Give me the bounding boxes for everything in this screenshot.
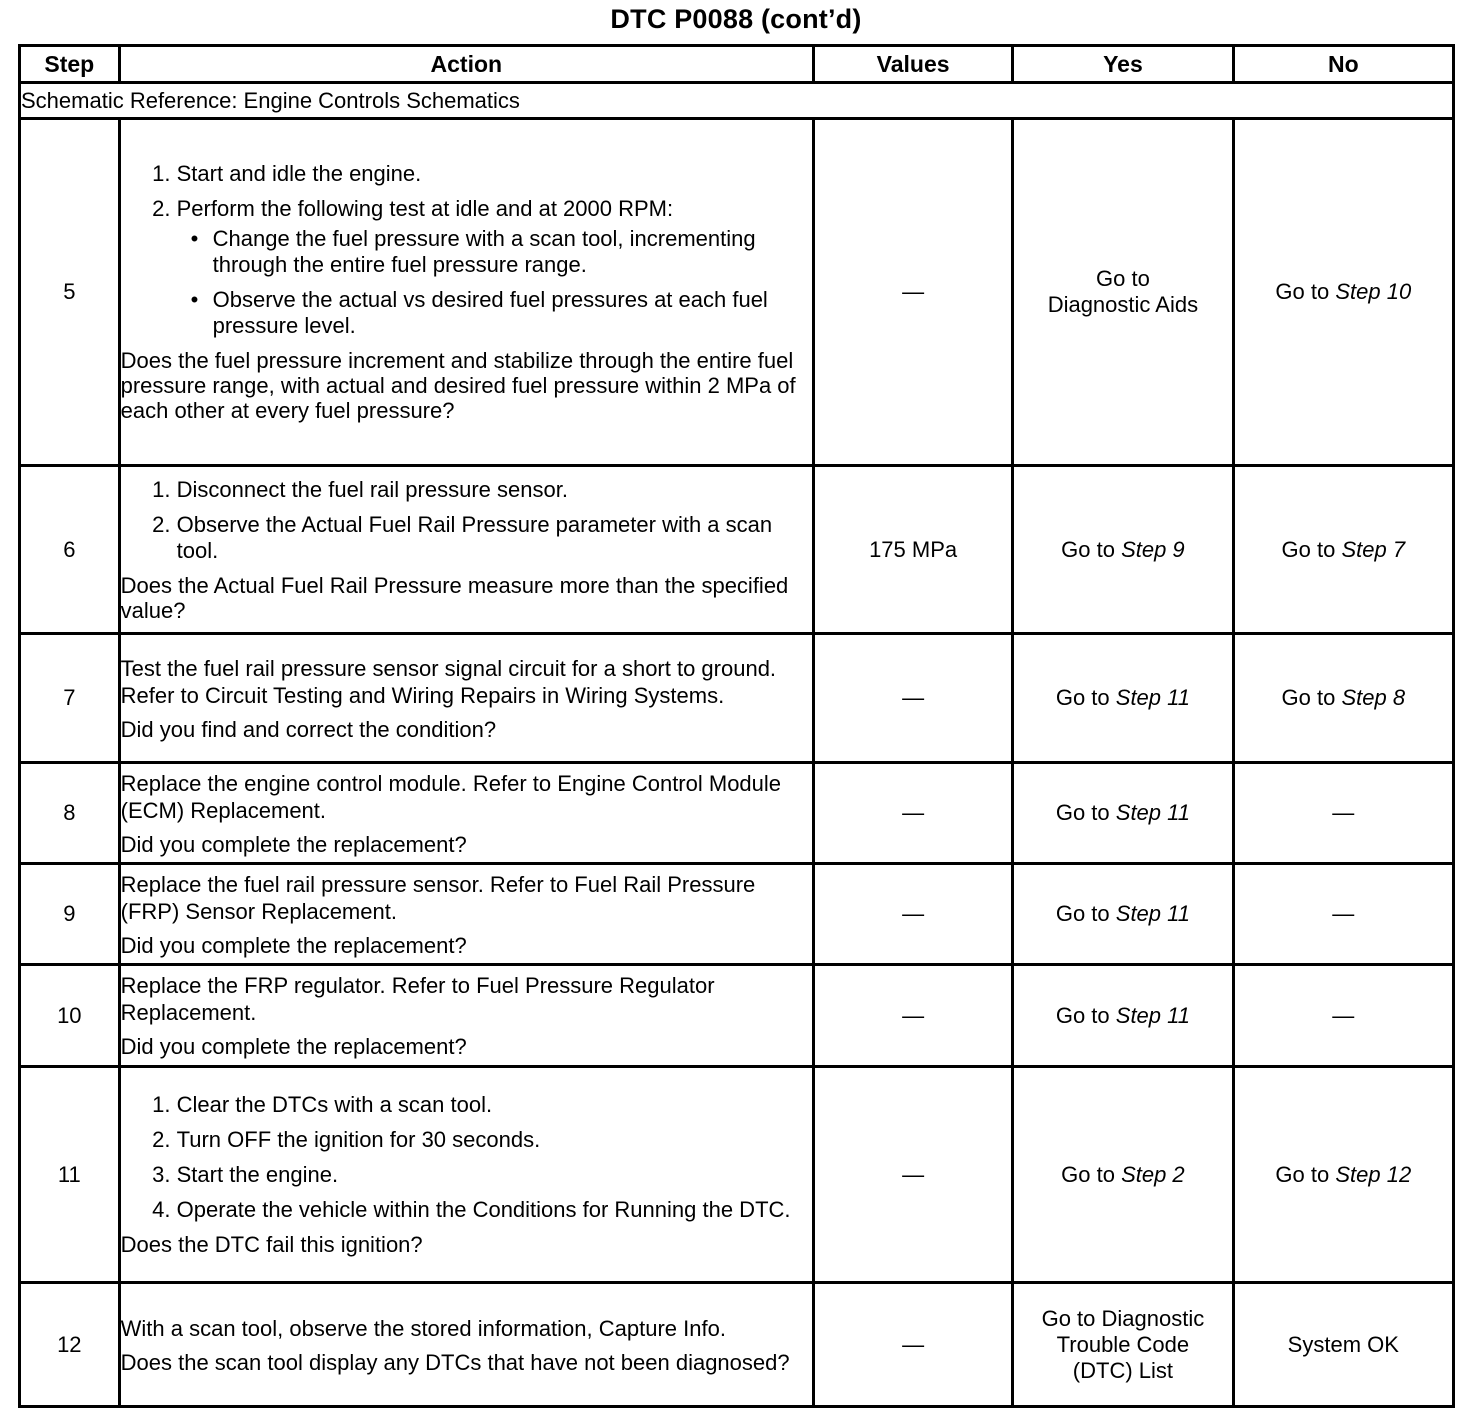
table-row bbox=[20, 634, 1454, 763]
yes-cell bbox=[1013, 864, 1233, 965]
no-cell bbox=[1233, 466, 1453, 634]
action-cell bbox=[119, 466, 813, 634]
value-cell: — bbox=[813, 864, 1012, 965]
question-text: Did you complete the replacement? bbox=[120, 1034, 467, 1059]
step-number: 12 bbox=[20, 1283, 120, 1407]
go-to-text: Go to bbox=[1061, 1161, 1115, 1187]
action-cell bbox=[119, 1067, 813, 1283]
step-link: Step 2 bbox=[1121, 1161, 1185, 1187]
table-row bbox=[20, 466, 1454, 634]
step-number: 5 bbox=[20, 119, 120, 466]
yes-cell bbox=[1013, 634, 1233, 763]
no-cell bbox=[1233, 634, 1453, 763]
yes-line: (DTC) List bbox=[1072, 1357, 1174, 1383]
action-list bbox=[121, 1092, 812, 1223]
schematic-reference: Schematic Reference: Engine Controls Schematics bbox=[20, 83, 1454, 119]
action-cell bbox=[119, 634, 813, 763]
action-item: 2. Observe the Actual Fuel Rail Pressure parameter with a scan tool. bbox=[177, 512, 812, 564]
value-cell: — bbox=[813, 763, 1012, 864]
yes-line: Trouble Code bbox=[1056, 1331, 1190, 1357]
action-list bbox=[121, 161, 812, 339]
action-item: 3. Start the engine. bbox=[177, 1162, 812, 1188]
diagnostic-table bbox=[18, 44, 1455, 1408]
question-text: Did you complete the replacement? bbox=[120, 831, 467, 857]
bullet-item: • Observe the actual vs desired fuel pressures at each fuel pressure level. bbox=[213, 287, 812, 339]
step-link: Step 10 bbox=[1335, 279, 1412, 304]
action-item bbox=[177, 196, 812, 339]
no-cell: — bbox=[1233, 864, 1453, 965]
yes-cell bbox=[1013, 119, 1233, 466]
go-to-text: Go to bbox=[1281, 685, 1336, 710]
step-link: Step 11 bbox=[1115, 800, 1190, 825]
step-link: Step 11 bbox=[1115, 1002, 1190, 1028]
action-text: Test the fuel rail pressure sensor signal circuit for a short to ground. Refer to Circuit Testing and Wiring Repairs in Wiring Systems. bbox=[120, 655, 777, 708]
yes-cell bbox=[1013, 965, 1233, 1067]
table-row bbox=[20, 965, 1454, 1067]
question-text: Does the fuel pressure increment and stabilize through the entire fuel pressure range, with actual and desired fuel pressure within 2 MPa of each other at every fuel pressure? bbox=[120, 348, 796, 423]
yes-cell bbox=[1013, 763, 1233, 864]
value-cell: — bbox=[813, 1283, 1012, 1407]
go-to-text: Go to bbox=[1055, 901, 1110, 926]
step-link: Step 12 bbox=[1335, 1161, 1412, 1187]
yes-cell bbox=[1013, 466, 1233, 634]
bullet-list bbox=[177, 226, 812, 339]
action-cell bbox=[119, 864, 813, 965]
action-item: 2. Turn OFF the ignition for 30 seconds. bbox=[177, 1127, 812, 1153]
table-row bbox=[20, 119, 1454, 466]
go-to-text: Go to bbox=[1281, 536, 1336, 562]
table-row bbox=[20, 1067, 1454, 1283]
question-text: Does the Actual Fuel Rail Pressure measure more than the specified value? bbox=[120, 572, 789, 623]
action-text: With a scan tool, observe the stored information, Capture Info. bbox=[120, 1315, 726, 1341]
yes-cell bbox=[1013, 1283, 1233, 1407]
action-list bbox=[121, 477, 812, 564]
question-text: Does the scan tool display any DTCs that have not been diagnosed? bbox=[120, 1349, 790, 1375]
no-cell bbox=[1233, 1067, 1453, 1283]
header-step: Step bbox=[20, 46, 120, 83]
yes-line: Go to Diagnostic bbox=[1041, 1305, 1205, 1331]
no-cell bbox=[1233, 119, 1453, 466]
step-link: Step 9 bbox=[1121, 536, 1185, 562]
step-link: Step 7 bbox=[1341, 536, 1406, 562]
action-cell bbox=[119, 119, 813, 466]
value-cell: — bbox=[813, 1067, 1012, 1283]
header-action: Action bbox=[119, 46, 813, 83]
go-to-text: Go to bbox=[1275, 1161, 1330, 1187]
action-item-text: Perform the following test at idle and at 2000 RPM: bbox=[176, 196, 674, 221]
go-to-text: Go to bbox=[1061, 536, 1115, 562]
no-cell: — bbox=[1233, 965, 1453, 1067]
value-cell: — bbox=[813, 965, 1012, 1067]
schematic-row bbox=[20, 83, 1454, 119]
value-cell: — bbox=[813, 634, 1012, 763]
action-item: 1. Clear the DTCs with a scan tool. bbox=[177, 1092, 812, 1118]
action-text: Replace the FRP regulator. Refer to Fuel Pressure Regulator Replacement. bbox=[120, 973, 715, 1025]
yes-cell bbox=[1013, 1067, 1233, 1283]
question-text: Did you complete the replacement? bbox=[120, 932, 467, 958]
step-number: 9 bbox=[20, 864, 120, 965]
step-number: 6 bbox=[20, 466, 120, 634]
no-cell: System OK bbox=[1233, 1283, 1453, 1407]
step-number: 7 bbox=[20, 634, 120, 763]
step-link: Step 8 bbox=[1341, 685, 1406, 710]
action-item: 1. Start and idle the engine. bbox=[177, 161, 812, 187]
step-number: 10 bbox=[20, 965, 120, 1067]
value-cell: — bbox=[813, 119, 1012, 466]
yes-line: Go to bbox=[1096, 266, 1150, 291]
no-cell: — bbox=[1233, 763, 1453, 864]
bullet-item: • Change the fuel pressure with a scan tool, incrementing through the entire fuel pressure range. bbox=[213, 226, 812, 278]
table-row bbox=[20, 763, 1454, 864]
header-row bbox=[20, 46, 1454, 83]
table-row bbox=[20, 864, 1454, 965]
header-no: No bbox=[1233, 46, 1453, 83]
yes-line: Diagnostic Aids bbox=[1047, 292, 1199, 317]
step-link: Step 11 bbox=[1115, 685, 1190, 710]
question-text: Does the DTC fail this ignition? bbox=[120, 1232, 423, 1257]
header-yes: Yes bbox=[1013, 46, 1233, 83]
header-values: Values bbox=[813, 46, 1012, 83]
step-link: Step 11 bbox=[1115, 901, 1190, 926]
go-to-text: Go to bbox=[1055, 685, 1110, 710]
question-text: Did you find and correct the condition? bbox=[120, 716, 497, 742]
step-number: 8 bbox=[20, 763, 120, 864]
step-number: 11 bbox=[20, 1067, 120, 1283]
action-item: 4. Operate the vehicle within the Conditions for Running the DTC. bbox=[177, 1197, 812, 1223]
action-text: Replace the engine control module. Refer to Engine Control Module (ECM) Replacement. bbox=[120, 770, 782, 823]
go-to-text: Go to bbox=[1275, 279, 1330, 304]
value-cell: 175 MPa bbox=[813, 466, 1012, 634]
table-row bbox=[20, 1283, 1454, 1407]
page-title: DTC P0088 (cont’d) bbox=[610, 4, 862, 34]
action-cell bbox=[119, 965, 813, 1067]
action-text: Replace the fuel rail pressure sensor. Refer to Fuel Rail Pressure (FRP) Sensor Replacement. bbox=[120, 871, 756, 924]
action-cell bbox=[119, 1283, 813, 1407]
action-cell bbox=[119, 763, 813, 864]
action-item: 1. Disconnect the fuel rail pressure sensor. bbox=[177, 477, 812, 503]
go-to-text: Go to bbox=[1055, 800, 1110, 825]
go-to-text: Go to bbox=[1055, 1002, 1110, 1028]
